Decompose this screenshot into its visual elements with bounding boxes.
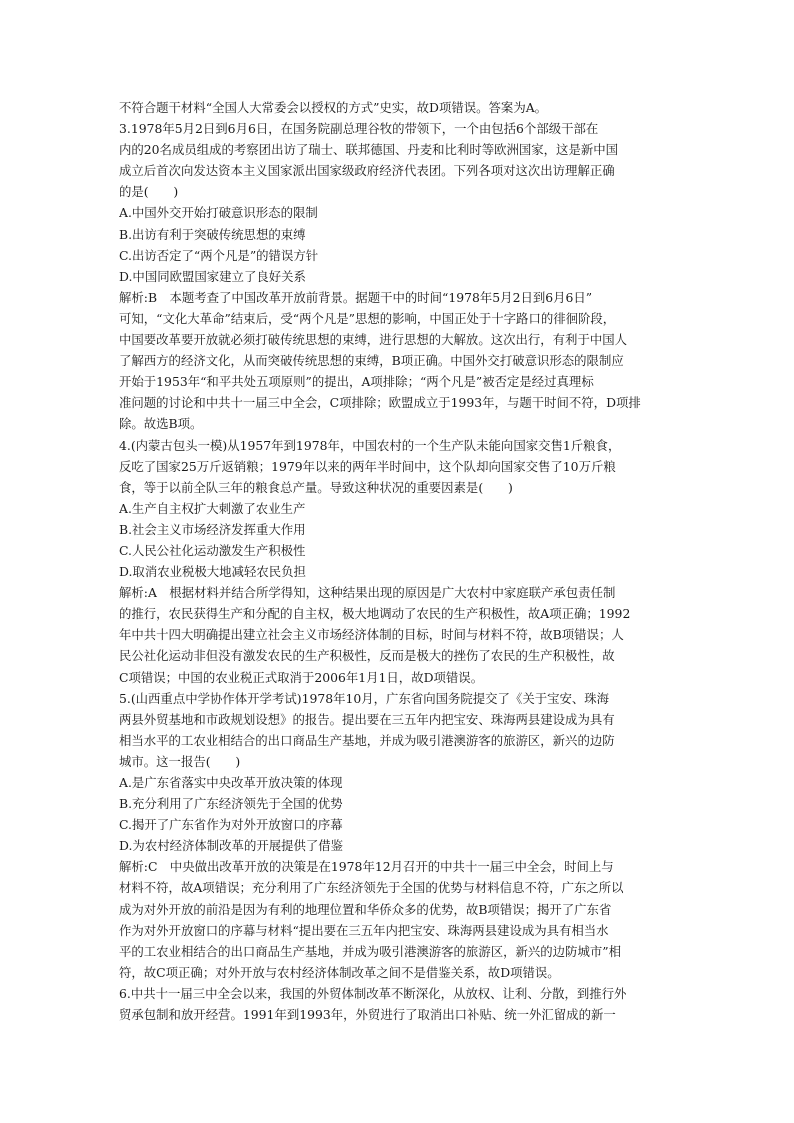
question-5-analysis-line-4: 作为对外开放窗口的序幕与材料“提出要在三五年内把宝安、珠海两县建设成为具有相当水 <box>119 922 609 938</box>
question-3-analysis-line-5: 开始于1953年“和平共处五项原则”的提出，A项排除；“两个凡是”被否定是经过真理标 <box>119 374 594 390</box>
question-5-stem-line-4: 城市。这一报告( ) <box>119 753 241 769</box>
question-3-stem-line-3: 成立后首次向发达资本主义国家派出国家级政府经济代表团。下列各项对这次出访理解正确 <box>119 163 615 179</box>
document-body <box>119 97 679 1025</box>
question-4-option-a: A.生产自主权扩大刺激了农业生产 <box>119 500 306 516</box>
question-5-analysis-line-6: 符，故C项正确；对外开放与农村经济体制改革之间不是借鉴关系，故D项错误。 <box>119 964 560 980</box>
question-3-stem-line-2: 内的20名成员组成的考察团出访了瑞士、联邦德国、丹麦和比利时等欧洲国家，这是新中国 <box>119 142 619 158</box>
question-3-option-c: C.出访否定了“两个凡是”的错误方针 <box>119 247 319 263</box>
question-5-analysis-line-2: 材料不符，故A项错误；充分利用了广东经济领先于全国的优势与材料信息不符，广东之所以 <box>119 880 624 896</box>
question-4-stem-line-1: 4.(内蒙古包头一模)从1957年到1978年，中国农村的一个生产队未能向国家交售1斤粮食， <box>119 437 621 453</box>
question-3-option-d: D.中国同欧盟国家建立了良好关系 <box>119 268 306 284</box>
question-5-option-b: B.充分利用了广东经济领先于全国的优势 <box>119 796 343 812</box>
question-3-analysis-line-7: 除。故选B项。 <box>119 416 203 432</box>
question-3-analysis-line-6: 准问题的讨论和中共十一届三中全会，C项排除；欧盟成立于1993年，与题干时间不符，D项排 <box>119 395 641 411</box>
question-4-analysis-line-1: 解析:A 根据材料并结合所学得知，这种结果出现的原因是广大农村中家庭联产承包责任制 <box>119 585 616 601</box>
question-4-analysis-line-2: 的推行，农民获得生产和分配的自主权，极大地调动了农民的生产积极性，故A项正确；1992 <box>119 606 631 622</box>
text-line-1: 不符合题干材料“全国人大常委会以授权的方式”史实，故D项错误。答案为A。 <box>119 100 548 115</box>
question-3-stem-line-4: 的是( ) <box>119 184 179 200</box>
question-5-analysis-line-1: 解析:C 中央做出改革开放的决策是在1978年12月召开的中共十一届三中全会，时间上与 <box>119 859 614 875</box>
question-4-analysis-line-4: 民公社化运动非但没有激发农民的生产积极性，反而是极大的挫伤了农民的生产积极性，故 <box>119 648 615 664</box>
question-6-stem-line-2: 贸承包制和放开经营。1991年到1993年，外贸进行了取消出口补贴、统一外汇留成的新一 <box>119 1007 616 1023</box>
question-5-option-d: D.为农村经济体制改革的开展提供了借鉴 <box>119 838 344 854</box>
question-3-analysis-line-2: 可知，“文化大革命”结束后，受“两个凡是”思想的影响，中国正处于十字路口的徘徊阶段， <box>119 310 616 326</box>
question-4-analysis-line-3: 年中共十四大明确提出建立社会主义市场经济体制的目标，时间与材料不符，故B项错误；人 <box>119 627 624 643</box>
question-3-analysis-line-1: 解析:B 本题考查了中国改革开放前背景。据题干中的时间“1978年5月2日到6月6日” <box>119 289 593 305</box>
question-4-option-c: C.人民公社化运动激发生产积极性 <box>119 542 306 558</box>
question-5-option-c: C.揭开了广东省作为对外开放窗口的序幕 <box>119 817 343 833</box>
question-6-stem-line-1: 6.中共十一届三中全会以来，我国的外贸体制改革不断深化，从放权、让利、分散，到推行外 <box>119 985 627 1001</box>
question-3-stem-line-1: 3.1978年5月2日到6月6日，在国务院副总理谷牧的带领下，一个由包括6个部级干部在 <box>119 121 599 137</box>
question-5-stem-line-2: 两县外贸基地和市政规划设想》的报告。提出要在三五年内把宝安、珠海两县建设成为具有 <box>119 711 615 727</box>
question-3-option-b: B.出访有利于突破传统思想的束缚 <box>119 226 306 242</box>
question-3-analysis-line-4: 了解西方的经济文化，从而突破传统思想的束缚，B项正确。中国外交打破意识形态的限制应 <box>119 353 624 369</box>
question-3-analysis-line-3: 中国要改革要开放就必须打破传统思想的束缚，进行思想的大解放。这次出行，有利于中国人 <box>119 332 628 348</box>
question-4-stem-line-3: 食，等于以前全队三年的粮食总产量。导致这种状况的重要因素是( ) <box>119 479 513 495</box>
question-5-option-a: A.是广东省落实中央改革开放决策的体现 <box>119 775 343 790</box>
question-5-stem-line-3: 相当水平的工农业相结合的出口商品生产基地，并成为吸引港澳游客的旅游区，新兴的边防 <box>119 732 615 748</box>
question-5-stem-line-1: 5.(山西重点中学协作体开学考试)1978年10月，广东省向国务院提交了《关于宝安、珠海 <box>119 690 610 706</box>
question-4-option-d: D.取消农业税极大地减轻农民负担 <box>119 564 306 580</box>
question-4-option-b: B.社会主义市场经济发挥重大作用 <box>119 521 306 537</box>
question-3-option-a: A.中国外交开始打破意识形态的限制 <box>119 205 318 221</box>
question-5-analysis-line-3: 成为对外开放的前沿是因为有利的地理位置和华侨众多的优势，故B项错误；揭开了广东省 <box>119 901 612 917</box>
question-4-stem-line-2: 反吃了国家25万斤返销粮；1979年以来的两年半时间中，这个队却向国家交售了10万斤粮 <box>119 458 616 474</box>
question-5-analysis-line-5: 平的工农业相结合的出口商品生产基地，并成为吸引港澳游客的旅游区，新兴的边防城市”相 <box>119 943 621 959</box>
question-4-analysis-line-5: C项错误；中国的农业税正式取消于2006年1月1日，故D项错误。 <box>119 669 484 685</box>
